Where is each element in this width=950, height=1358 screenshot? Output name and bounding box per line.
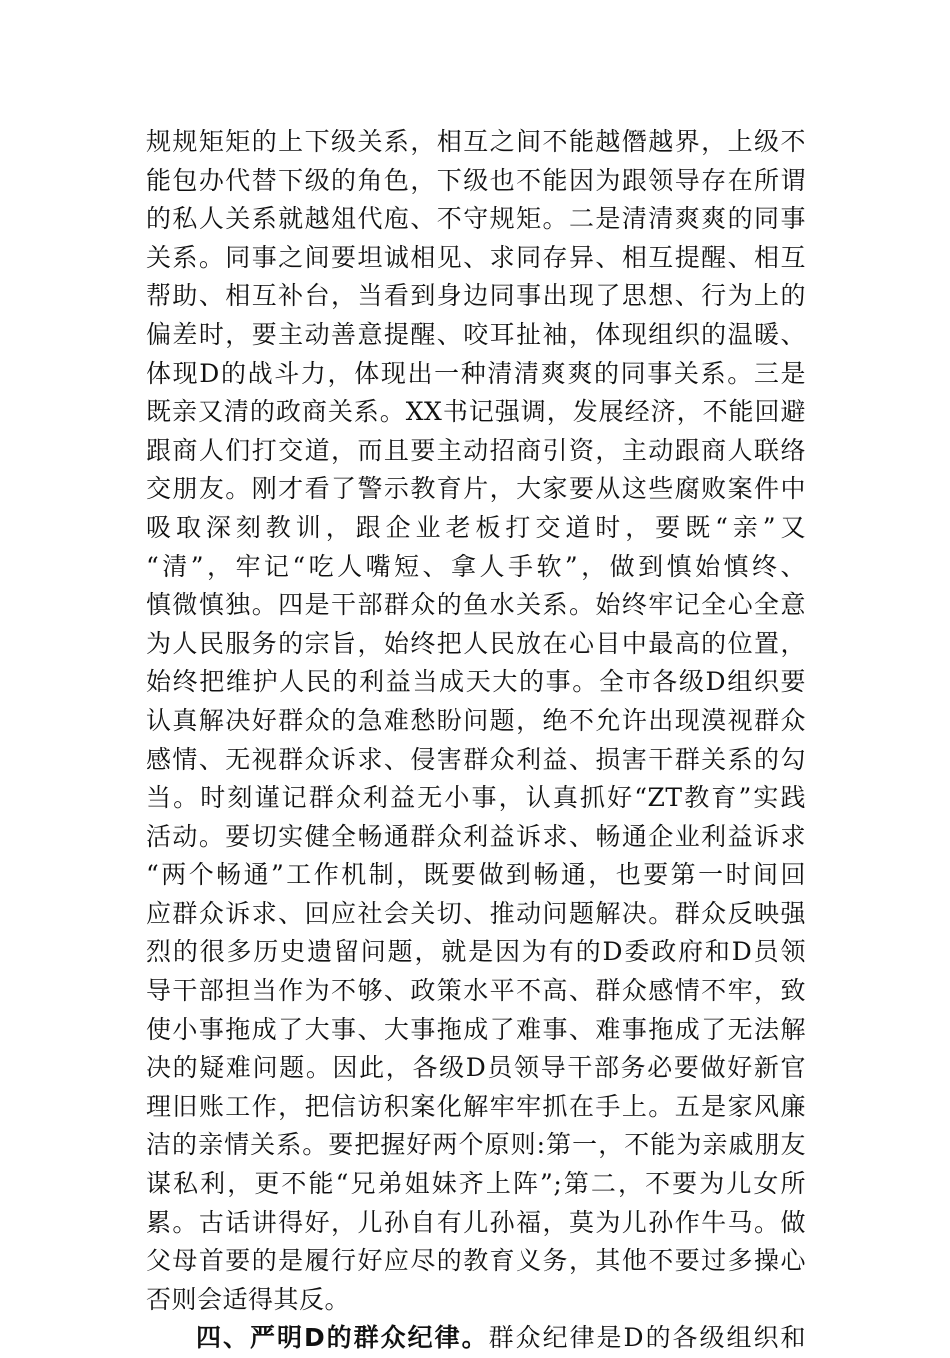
text-line: 父母首要的是履行好应尽的教育义务，其他不要过多操心 — [146, 1246, 806, 1276]
text-line: “两个畅通”工作机制，既要做到畅通，也要第一时间回 — [146, 860, 806, 890]
text-line: 既亲又清的政商关系。XX书记强调，发展经济，不能回避 — [146, 397, 806, 427]
text-line: 当。时刻谨记群众利益无小事，认真抓好“ZT教育”实践 — [146, 783, 806, 813]
text-line: 累。古话讲得好，儿孙自有儿孙福，莫为儿孙作牛马。做 — [146, 1207, 806, 1237]
text-line: 关系。同事之间要坦诚相见、求同存异、相互提醒、相互 — [146, 242, 806, 272]
text-line: 否则会适得其反。 — [146, 1284, 351, 1314]
text-line: 烈的很多历史遗留问题，就是因为有的D委政府和D员领 — [146, 937, 806, 967]
paragraph-2 — [146, 1319, 806, 1358]
text-line: 帮助、相互补台，当看到身边同事出现了思想、行为上的 — [146, 281, 806, 311]
text-line: “清”，牢记“吃人嘴短、拿人手软”，做到慎始慎终、 — [146, 551, 806, 581]
paragraph-2-first-line — [146, 1319, 806, 1358]
text-line: 导干部担当作为不够、政策水平不高、群众感情不牢，致 — [146, 976, 806, 1006]
text-line: 吸取深刻教训，跟企业老板打交道时，要既“亲”又 — [146, 512, 806, 542]
text-line: 慎微慎独。四是干部群众的鱼水关系。始终牢记全心全意 — [146, 590, 806, 620]
text-line: 决的疑难问题。因此，各级D员领导干部务必要做好新官 — [146, 1053, 806, 1083]
section-text: 群众纪律是D的各级组织和 — [488, 1323, 806, 1353]
text-line: 交朋友。刚才看了警示教育片，大家要从这些腐败案件中 — [146, 474, 806, 504]
text-line: 认真解决好群众的急难愁盼问题，绝不允许出现漠视群众 — [146, 705, 806, 735]
text-line: 应群众诉求、回应社会关切、推动问题解决。群众反映强 — [146, 898, 806, 928]
text-line: 使小事拖成了大事、大事拖成了难事、难事拖成了无法解 — [146, 1014, 806, 1044]
text-line: 理旧账工作，把信访积案化解牢牢抓在手上。五是家风廉 — [146, 1091, 806, 1121]
text-line: 活动。要切实健全畅通群众利益诉求、畅通企业利益诉求 — [146, 821, 806, 851]
section-heading: 四、严明D的群众纪律。 — [196, 1323, 489, 1353]
text-line: 的私人关系就越俎代庖、不守规矩。二是清清爽爽的同事 — [146, 204, 806, 234]
text-line: 能包办代替下级的角色，下级也不能因为跟领导存在所谓 — [146, 165, 806, 195]
text-line: 体现D的战斗力，体现出一种清清爽爽的同事关系。三是 — [146, 358, 806, 388]
body-text — [146, 123, 806, 1358]
paragraph-1 — [146, 123, 806, 1319]
text-line: 始终把维护人民的利益当成天大的事。全市各级D组织要 — [146, 667, 806, 697]
text-line: 谋私利，更不能“兄弟姐妹齐上阵”;第二，不要为儿女所 — [146, 1169, 806, 1199]
text-line: 跟商人们打交道，而且要主动招商引资，主动跟商人联络 — [146, 435, 806, 465]
text-line: 感情、无视群众诉求、侵害群众利益、损害干群关系的勾 — [146, 744, 806, 774]
text-line: 偏差时，要主动善意提醒、咬耳扯袖，体现组织的温暖、 — [146, 319, 806, 349]
text-line: 为人民服务的宗旨，始终把人民放在心目中最高的位置， — [146, 628, 806, 658]
text-line: 规规矩矩的上下级关系，相互之间不能越僭越界，上级不 — [146, 127, 806, 156]
text-line: 洁的亲情关系。要把握好两个原则:第一，不能为亲戚朋友 — [146, 1130, 806, 1160]
